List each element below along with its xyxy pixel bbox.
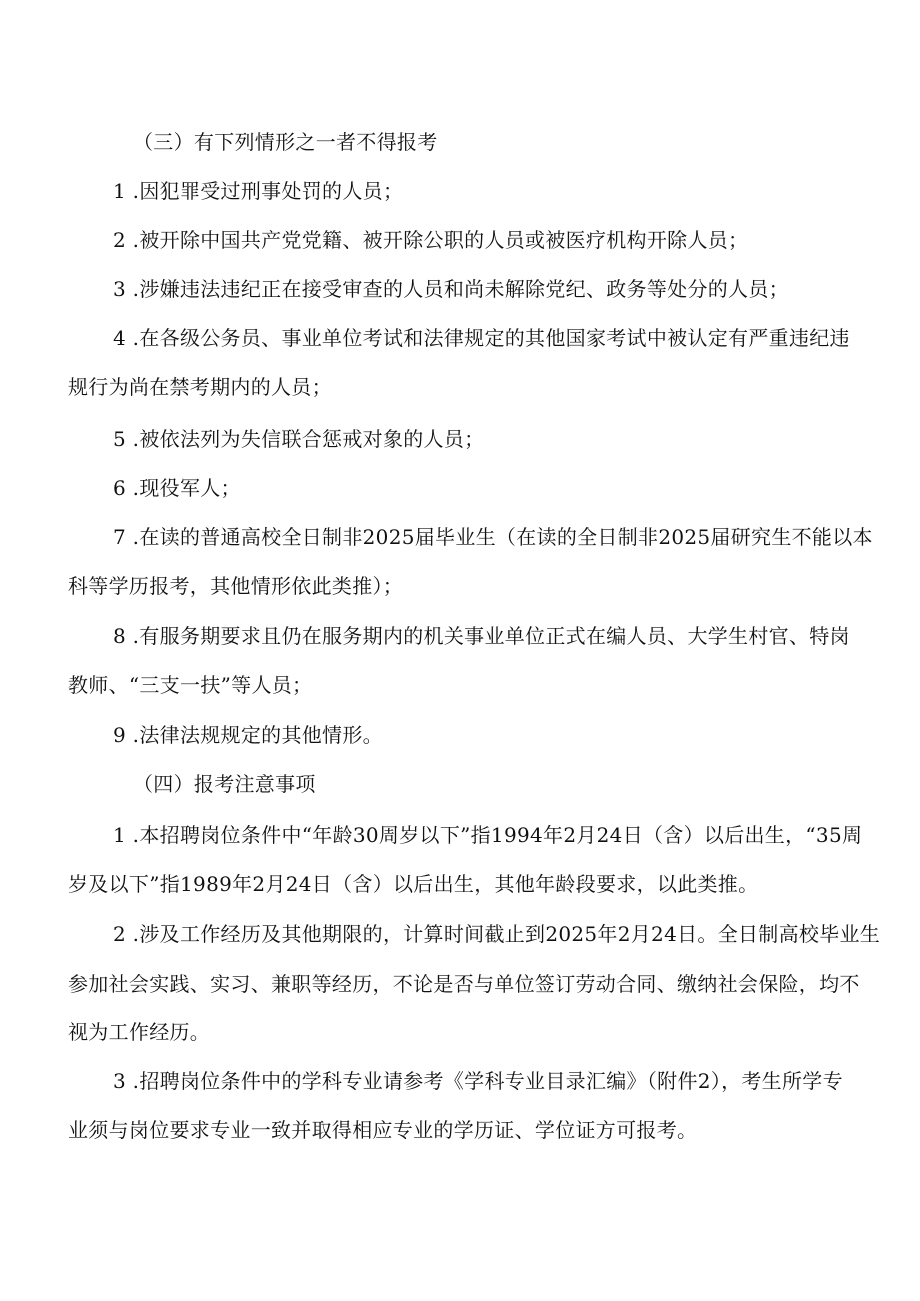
section3-item-3: 3 .涉嫌违法违纪正在接受审查的人员和尚未解除党纪、政务等处分的人员； — [113, 277, 789, 301]
section4-heading: （四）报考注意事项 — [133, 772, 316, 796]
section4-item-3: 3 .招聘岗位条件中的学科专业请参考《学科专业目录汇编》（附件2），考生所学专 — [113, 1069, 843, 1093]
section4-item-1: 1 .本招聘岗位条件中“年龄30周岁以下”指1994年2月24日（含）以后出生，“35周 — [113, 823, 863, 847]
section3-item-8: 8 .有服务期要求且仍在服务期内的机关事业单位正式在编人员、大学生村官、特岗 — [113, 624, 850, 648]
section3-item-5: 5 .被依法列为失信联合惩戒对象的人员； — [113, 427, 485, 451]
section3-item-4-cont: 规行为尚在禁考期内的人员； — [68, 375, 332, 399]
section3-heading: （三）有下列情形之一者不得报考 — [133, 130, 438, 154]
section3-item-2: 2 .被开除中国共产党党籍、被开除公职的人员或被医疗机构开除人员； — [113, 228, 749, 252]
section3-item-9: 9 .法律法规规定的其他情形。 — [113, 723, 383, 747]
section4-item-2-cont-2: 视为工作经历。 — [68, 1020, 211, 1044]
section3-item-4: 4 .在各级公务员、事业单位考试和法律规定的其他国家考试中被认定有严重违纪违 — [113, 326, 850, 350]
section3-item-1: 1 .因犯罪受过刑事处罚的人员； — [113, 179, 404, 203]
section3-item-6: 6 .现役军人； — [113, 476, 241, 500]
section3-item-7-cont: 科等学历报考，其他情形依此类推）； — [68, 574, 404, 598]
section4-item-2: 2 .涉及工作经历及其他期限的，计算时间截止到2025年2月24日。全日制高校毕业生 — [113, 922, 881, 946]
section4-item-3-cont: 业须与岗位要求专业一致并取得相应专业的学历证、学位证方可报考。 — [68, 1118, 698, 1142]
section3-item-8-cont: 教师、“三支一扶”等人员； — [68, 673, 313, 697]
section4-item-2-cont-1: 参加社会实践、实习、兼职等经历，不论是否与单位签订劳动合同、缴纳社会保险，均不 — [68, 972, 860, 996]
section3-item-7: 7 .在读的普通高校全日制非2025届毕业生（在读的全日制非2025届研究生不能以本 — [113, 525, 873, 549]
section4-item-1-cont: 岁及以下”指1989年2月24日（含）以后出生，其他年龄段要求，以此类推。 — [68, 872, 759, 896]
